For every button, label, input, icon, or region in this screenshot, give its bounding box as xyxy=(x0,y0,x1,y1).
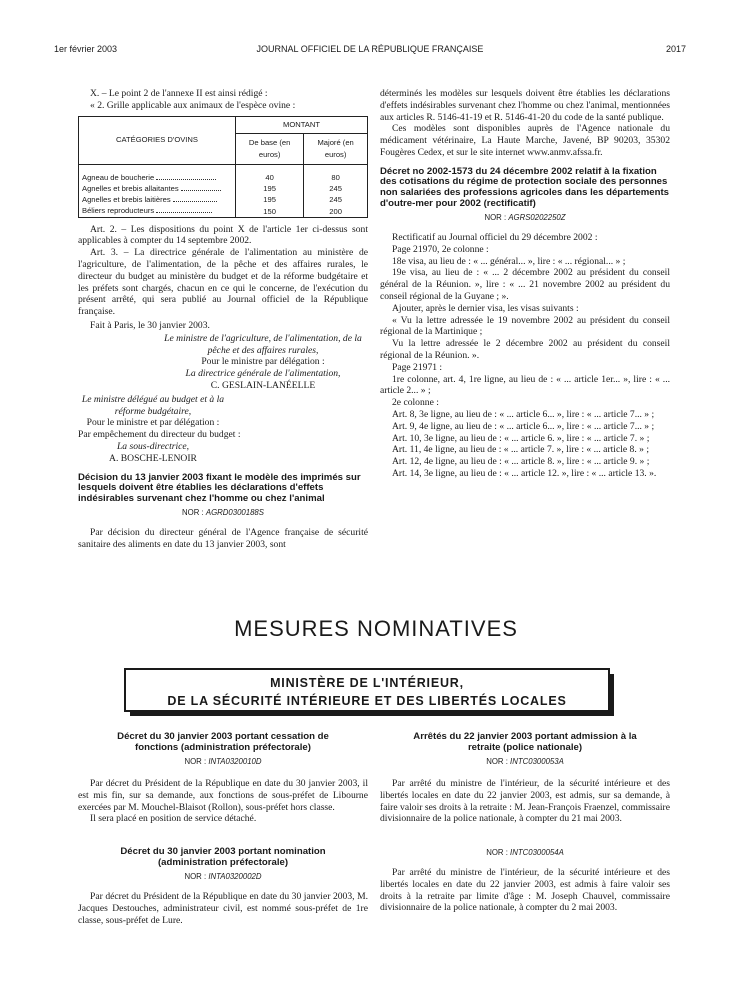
row-base: 40 xyxy=(236,164,304,183)
table-header-base: De base (en euros) xyxy=(236,133,304,164)
row-majore: 200 xyxy=(304,205,368,218)
row-majore: 245 xyxy=(304,183,368,194)
signature-delegation: Pour le ministre par délégation : xyxy=(201,356,325,368)
row-label: Agneau de boucherie xyxy=(82,172,155,182)
signature-name: A. BOSCHE-LENOIR xyxy=(109,452,197,464)
nor-code: INTA0320002D xyxy=(208,872,262,882)
decree-title: Décret du 30 janvier 2003 portant nomination (administration préfectorale) xyxy=(120,846,326,868)
rectif-line: Art. 8, 3e ligne, au lieu de : « ... article 6... », lire : « ... article 7... » ; xyxy=(392,408,655,420)
nor-code: INTA0320010D xyxy=(208,757,262,767)
row-label: Béliers reproducteurs xyxy=(82,205,155,215)
rectif-line: Page 21971 : xyxy=(392,361,443,373)
row-majore: 80 xyxy=(304,164,368,183)
nor-code: INTC0300054A xyxy=(510,848,564,858)
article-3: Art. 3. – La directrice générale de l'alimentation au ministère de l'agriculture, de l'alimentation, de la pêche et des affaires rurales, le directeur du budget au ministère du budget et de la réforme budgétaire et les préfets sont chargés, chacun en ce qui le concerne, de l'exécution du présent arrêté, qui sera publié au Journal officiel de la République française. xyxy=(78,247,368,318)
arrete-text: Par arrêté du ministre de l'intérieur, de la sécurité intérieure et des libertés locales en date du 22 janvier 2003, est admis à faire valoir ses droits à la retraite par limite d'âge : M. Joseph Chauvel, commissaire divisionnaire de la police nationale, à compter du 2 mai 2003. xyxy=(380,866,670,914)
nor-reference xyxy=(380,847,670,859)
decree-text: Il sera placé en position de service détaché. xyxy=(90,813,257,825)
nor-code: AGRD0300188S xyxy=(205,508,264,518)
fait-a-paris: Fait à Paris, le 30 janvier 2003. xyxy=(90,319,210,331)
signature-name: C. GESLAIN-LANÉELLE xyxy=(210,379,316,391)
table-row xyxy=(79,183,368,194)
grid-intro: « 2. Grille applicable aux animaux de l'espèce ovine : xyxy=(90,99,296,111)
rectif-line: 1re colonne, art. 4, 1re ligne, au lieu de : « ... article 1er... », lire : « ... article 2... » ; xyxy=(380,373,670,397)
nor-reference xyxy=(380,212,670,224)
arrete-text: Par arrêté du ministre de l'intérieur, de la sécurité intérieure et des libertés locales en date du 22 janvier 2003, est admis, sur sa demande, à faire valoir ses droits à la retraite : M. Jean-François Fraenzel, commissaire divisionnaire de la police nationale, à compter du 21 mai 2003. xyxy=(380,777,670,825)
row-majore: 245 xyxy=(304,194,368,205)
rectif-line: Art. 14, 3e ligne, au lieu de : « ... article 12. », lire : « ... article 13. ». xyxy=(392,467,657,479)
row-label: Agnelles et brebis allaitantes xyxy=(82,183,179,193)
signature-title: La directrice générale de l'alimentation, xyxy=(185,368,341,380)
right-column xyxy=(380,88,670,480)
decree-text: Par décret du Président de la République en date du 30 janvier 2003, M. Jacques Destouches, administrateur civil, est nommé sous-préfet de 1re classe, sous-préfet de Lure. xyxy=(78,891,368,926)
decision-title: Décision du 13 janvier 2003 fixant le modèle des imprimés sur lesquels doivent être établies les déclarations d'effets indésirables survenant chez l'homme ou chez l'animal xyxy=(78,471,361,504)
article-2: Art. 2. – Les dispositions du point X de l'article 1er ci-dessus sont applicables à compter du 14 septembre 2002. xyxy=(78,223,368,247)
table-header-majore: Majoré (en euros) xyxy=(304,133,368,164)
nor-label: NOR : xyxy=(184,757,207,767)
signature-impediment: Par empêchement du directeur du budget : xyxy=(78,429,241,441)
header-page-number: 2017 xyxy=(665,44,686,54)
decree-title: Décret du 30 janvier 2003 portant cessation de fonctions (administration préfectorale) xyxy=(117,731,329,753)
decision-text: Par décision du directeur général de l'Agence française de sécurité sanitaire des aliments en date du 13 janvier 2003, sont xyxy=(78,527,368,550)
rectif-line: 2e colonne : xyxy=(392,397,439,409)
decree-text: Par décret du Président de la République en date du 30 janvier 2003, il est mis fin, sur sa demande, aux fonctions de sous-préfet de Libourne exercées par M. Mouchel-Blaisot (Rollon), sous-préfet hors classe. xyxy=(78,777,368,813)
nor-reference xyxy=(78,871,368,883)
table-row xyxy=(79,205,368,218)
page-header xyxy=(54,44,686,58)
rectif-line: Art. 9, 4e ligne, au lieu de : « ... article 6... », lire : « ... article 7... » ; xyxy=(392,420,655,432)
rectif-line: Vu la lettre adressée le 2 décembre 2002 au président du conseil régional de la Réunion. ». xyxy=(380,338,670,361)
ministry-box xyxy=(124,668,610,712)
nor-code: AGRS0202250Z xyxy=(508,213,566,223)
arrete-title: Arrêtés du 22 janvier 2003 portant admission à la retraite (police nationale) xyxy=(413,731,637,753)
nor-label: NOR : xyxy=(184,872,207,882)
table-header-amount: MONTANT xyxy=(236,116,368,133)
table-header-category: CATÉGORIES D'OVINS xyxy=(79,116,236,164)
rectif-line: Rectificatif au Journal officiel du 29 décembre 2002 : xyxy=(392,231,598,243)
nor-label: NOR : xyxy=(486,848,508,858)
nor-reference xyxy=(380,756,670,768)
rectif-line: 19e visa, au lieu de : « ... 2 décembre 2002 au président du conseil général de la Réunion. », lire : « ... 21 novembre 2002 au président du conseil régional de la Guyane ; ». xyxy=(380,267,670,302)
decree-title: Décret no 2002-1573 du 24 décembre 2002 relatif à la fixation des cotisations du régime de protection sociale des personnes non salariées des professions agricoles dans les départements d'outre-mer pour 2002 (rectificatif) xyxy=(380,165,669,209)
row-base: 195 xyxy=(236,194,304,205)
models-availability: Ces modèles sont disponibles auprès de l'Agence nationale du médicament vétérinaire, La Haute Marche, Javené, BP 90203, 35302 Fougères Cedex, et sur le site internet www.anmv.afssa.fr. xyxy=(380,123,670,158)
bottom-right-column xyxy=(380,732,670,914)
nor-label: NOR : xyxy=(484,213,507,223)
ministry-line-1: MINISTÈRE DE L'INTÉRIEUR, xyxy=(270,676,464,690)
table-row xyxy=(79,164,368,183)
signature-title: Le ministre de l'agriculture, de l'alimentation, de la pêche et des affaires rurales, xyxy=(164,332,362,356)
point-x-intro: X. – Le point 2 de l'annexe II est ainsi rédigé : xyxy=(90,88,268,99)
nor-code: INTC0300053A xyxy=(510,757,564,767)
signature-title: Le ministre délégué au budget et à la réforme budgétaire, xyxy=(81,393,225,417)
section-title: MESURES NOMINATIVES xyxy=(234,616,518,641)
nor-label: NOR : xyxy=(486,757,508,767)
ministry-line-2: DE LA SÉCURITÉ INTÉRIEURE ET DES LIBERTÉS LOCALES xyxy=(167,694,567,708)
left-column xyxy=(78,88,368,551)
decision-continued: déterminés les modèles sur lesquels doivent être établies les déclarations d'effets indésirables survenant chez l'homme ou chez l'animal, mentionnées aux articles R. 5146-41-19 et R. 5146-41-20 du code de la santé publique. xyxy=(380,88,670,123)
header-date: 1er février 2003 xyxy=(54,44,118,54)
table-row xyxy=(79,194,368,205)
rectif-line: « Vu la lettre adressée le 19 novembre 2002 au président du conseil régional de la Martinique ; xyxy=(380,314,670,338)
row-label: Agnelles et brebis laitières xyxy=(82,194,171,204)
nor-reference xyxy=(78,507,368,519)
nor-reference xyxy=(78,756,368,768)
row-base: 150 xyxy=(236,205,304,218)
rectif-line: 18e visa, au lieu de : « ... général... », lire : « ... régional... » ; xyxy=(392,255,626,267)
rectif-line: Art. 11, 4e ligne, au lieu de : « ... article 7. », lire : « ... article 8. » ; xyxy=(392,444,650,456)
row-base: 195 xyxy=(236,183,304,194)
signature-delegation: Pour le ministre et par délégation : xyxy=(86,417,220,429)
rectif-line: Ajouter, après le dernier visa, les visas suivants : xyxy=(392,302,579,314)
rectif-line: Page 21970, 2e colonne : xyxy=(392,243,489,255)
ovine-table xyxy=(78,116,368,218)
signature-title: La sous-directrice, xyxy=(116,440,190,452)
rectif-line: Art. 10, 3e ligne, au lieu de : « ... article 6. », lire : « ... article 7. » ; xyxy=(392,432,650,444)
bottom-left-column xyxy=(78,732,368,927)
header-title: JOURNAL OFFICIEL DE LA RÉPUBLIQUE FRANÇAISE xyxy=(256,44,484,54)
rectif-line: Art. 12, 4e ligne, au lieu de : « ... article 8. », lire : « ... article 9. » ; xyxy=(392,456,650,468)
nor-label: NOR : xyxy=(182,508,204,518)
